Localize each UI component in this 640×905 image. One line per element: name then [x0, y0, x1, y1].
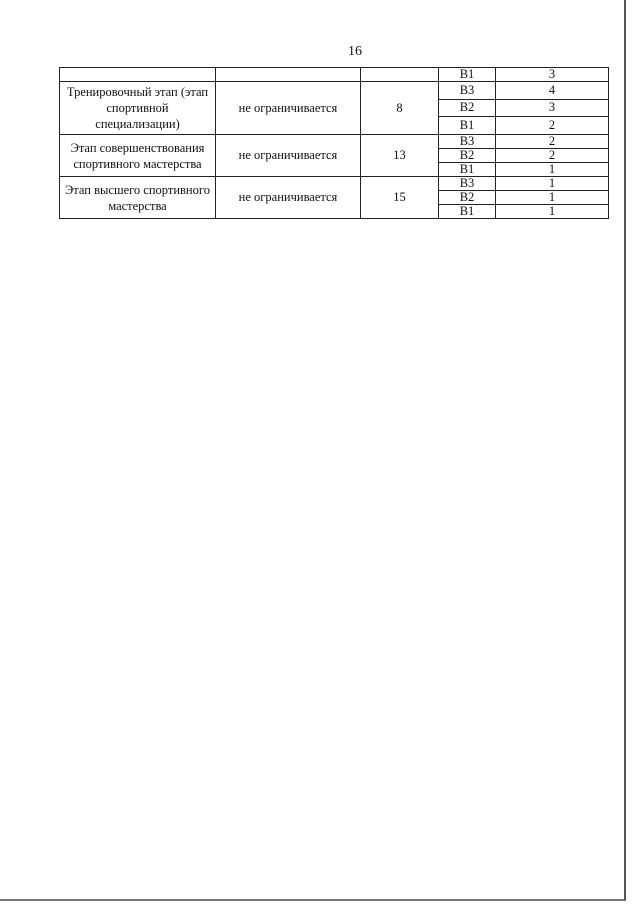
value-cell: 3: [496, 99, 609, 117]
group-cell: B1: [439, 163, 496, 177]
age-cell: не ограничивается: [216, 177, 361, 219]
group-cell: B2: [439, 191, 496, 205]
age-cell: [216, 68, 361, 82]
count-cell: [361, 68, 439, 82]
value-cell: 1: [496, 205, 609, 219]
stage-cell: Тренировочный этап (этап спортивной специализации): [60, 82, 216, 135]
value-cell: 1: [496, 177, 609, 191]
table-row: [60, 68, 609, 82]
table-row: [60, 177, 609, 191]
group-cell: B3: [439, 82, 496, 100]
value-cell: 1: [496, 191, 609, 205]
group-cell: B2: [439, 99, 496, 117]
value-cell: 2: [496, 149, 609, 163]
count-cell: 15: [361, 177, 439, 219]
group-cell: B1: [439, 117, 496, 135]
stage-cell: [60, 68, 216, 82]
stages-table: [59, 67, 609, 219]
page-number: 16: [348, 44, 362, 59]
value-cell: 2: [496, 117, 609, 135]
group-cell: B2: [439, 149, 496, 163]
group-cell: B1: [439, 68, 496, 82]
value-cell: 1: [496, 163, 609, 177]
table-row: [60, 135, 609, 149]
group-cell: B3: [439, 177, 496, 191]
group-cell: B3: [439, 135, 496, 149]
value-cell: 3: [496, 68, 609, 82]
count-cell: 8: [361, 82, 439, 135]
value-cell: 2: [496, 135, 609, 149]
age-cell: не ограничивается: [216, 135, 361, 177]
group-cell: B1: [439, 205, 496, 219]
table-row: [60, 82, 609, 100]
count-cell: 13: [361, 135, 439, 177]
age-cell: не ограничивается: [216, 82, 361, 135]
value-cell: 4: [496, 82, 609, 100]
stage-cell: Этап высшего спортивного мастерства: [60, 177, 216, 219]
stage-cell: Этап совершенствования спортивного мастерства: [60, 135, 216, 177]
